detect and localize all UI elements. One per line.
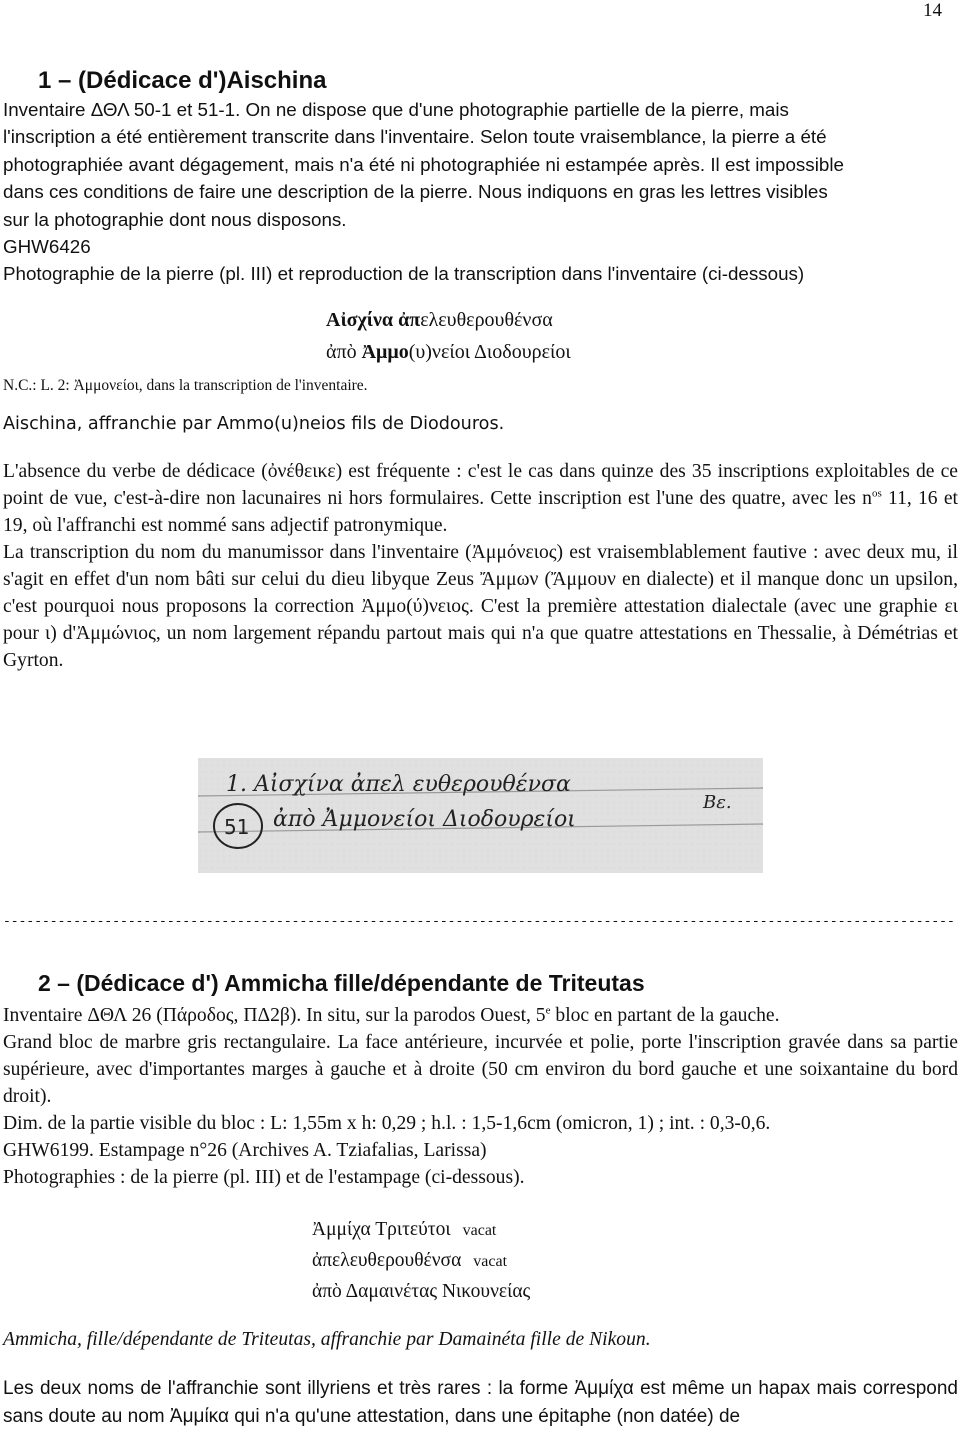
inscription-line-1 xyxy=(312,1215,958,1246)
ghw-reference: GHW6199. Estampage n°26 (Archives A. Tziafalias, Larissa) xyxy=(3,1140,487,1161)
intro-line: photographiée avant dégagement, mais n'a été ni photographiée ni estampée après. Il est impossible xyxy=(3,153,844,175)
section-2-title: 2 – (Dédicace d') Ammicha fille/dépendante de Triteutas xyxy=(38,970,645,996)
greek-inscription-2 xyxy=(312,1215,958,1307)
inscription-text: ἀπὸ xyxy=(326,340,362,363)
section-2 xyxy=(3,968,958,1431)
photos-caption: Photographies : de la pierre (pl. III) et de l'estampage (ci-dessous). xyxy=(3,1167,525,1188)
section-1-intro xyxy=(3,96,958,288)
inscription-text: Ἀμμίχα Τριτεύτοι xyxy=(312,1219,451,1240)
greek-inscription xyxy=(326,304,958,368)
bold-letters: Ἀμμο xyxy=(361,340,409,363)
page-number: 14 xyxy=(923,0,942,21)
handwritten-line-1: 1. Αἰσχίνα ἀπελ ευθερουθένσα xyxy=(226,772,571,797)
intro-line: sur la photographie dont nous disposons. xyxy=(3,208,347,230)
margin-mark: Βε. xyxy=(703,792,732,813)
inventory-photo xyxy=(198,758,763,873)
commentary-paragraph xyxy=(3,458,958,539)
inscription-text: (υ)νείοι Διοδουρείοι xyxy=(408,340,571,363)
handwritten-line-2: ἀπὸ Ἀμμονείοι Διοδουρείοι xyxy=(273,807,576,832)
commentary-text: 11, 16 et 19, où l'affranchi est nommé sans adjectif patronymique. xyxy=(3,487,958,536)
translation-text: Ammicha, fille/dépendante de Triteutas, affranchie par Damainéta fille de Nikoun. xyxy=(3,1329,651,1350)
section-1 xyxy=(3,66,958,674)
vacat-mark: vacat xyxy=(462,1222,497,1239)
inscription-text: ελευθερουθένσα xyxy=(420,308,553,331)
inscription-line-3: ἀπὸ Δαμαινέτας Νικουνείας xyxy=(312,1281,531,1302)
commentary-text: L'absence du verbe de dédicace (ὀνέθεικε) est fréquente : c'est le cas dans quinze des 35 inscriptions exploitables de ce point de vue, c'est-à-dire non lacunaires ni hors formulaires. Cette inscription est l'une des quatre, avec les n xyxy=(3,460,958,509)
commentary-paragraph: La transcription du nom du manumissor dans l'inventaire (Ἀμμόνειος) est vraisemblablement fautive : avec deux mu, il s'agit en effet d'un nom bâti sur celui du dieu libyque Zeus Ἄμμων (Ἄμμουν en dialecte) et il manque donc un upsilon, c'est pourquoi nous proposons la correction Ἀμμο(ύ)νειος. C'est la première attestation dialectale (avec une graphie ει pour ι) d'Ἀμμώνιος, un nom largement répandu partout mais qui n'a que quatre attestations en Thessalie, à Démétrias et Gyrton. xyxy=(3,541,958,671)
inscription-line-2 xyxy=(326,336,958,368)
section-separator: -------------------------------------------------------------------------------------------------------------------------- xyxy=(3,914,955,929)
intro-line: Inventaire ΔΘΛ 50-1 et 51-1. On ne dispose que d'une photographie partielle de la pierre, mais xyxy=(3,99,789,120)
handwritten-inventory-image xyxy=(198,758,763,873)
critical-note: N.C.: L. 2: Ἀμμονείοι, dans la transcription de l'inventaire. xyxy=(3,376,368,394)
superscript: os xyxy=(871,487,882,500)
inventory-text: bloc en partant de la gauche. xyxy=(550,1005,780,1026)
ghw-reference: GHW6426 xyxy=(3,236,91,258)
stone-description: Grand bloc de marbre gris rectangulaire. La face antérieure, incurvée et polie, porte l'inscription gravée dans sa partie supérieure, avec d'importantes marges à gauche et à droite (50 cm environ du bord gauche et une soixantaine du bord droit). xyxy=(3,1032,958,1107)
bold-letters: ἀπ xyxy=(398,308,421,331)
inscription-text: ἀπελευθερουθένσα xyxy=(312,1250,462,1271)
translation: Aischina, affranchie par Ammo(u)neios fils de Diodouros. xyxy=(3,413,505,434)
bold-letters: Αἰσχίνα xyxy=(326,308,394,331)
inscription-line-1 xyxy=(326,304,958,336)
inventory-line xyxy=(3,1002,958,1029)
translation-2 xyxy=(3,1329,958,1351)
photo-caption: Photographie de la pierre (pl. III) et reproduction de la transcription dans l'inventaire (ci-dessous) xyxy=(3,263,805,285)
inventory-text: Inventaire ΔΘΛ 26 (Πάροδος, ΠΔ2β). In situ, sur la parodos Ouest, 5 xyxy=(3,1005,546,1026)
inscription-line-2 xyxy=(312,1246,958,1277)
dimensions: Dim. de la partie visible du bloc : L: 1,55m x h: 0,29 ; h.l. : 1,5-1,6cm (omicron, 1) ; int. : 0,3-0,6. xyxy=(3,1113,771,1134)
commentary xyxy=(3,458,958,674)
circled-number: 51 xyxy=(224,815,250,839)
superscript: e xyxy=(545,1004,551,1017)
vacat-mark: vacat xyxy=(473,1253,508,1270)
intro-line: dans ces conditions de faire une description de la pierre. Nous indiquons en gras les lettres visibles xyxy=(3,181,828,203)
section-1-title: 1 – (Dédicace d')Aischina xyxy=(38,67,327,94)
intro-line: l'inscription a été entièrement transcrite dans l'inventaire. Selon toute vraisemblance, la pierre a été xyxy=(3,126,827,148)
final-paragraph: Les deux noms de l'affranchie sont illyriens et très rares : la forme Ἀμμίχα est même un hapax mais correspond sans doute au nom Ἀμμίκα qui n'a qu'une attestation, dans une épitaphe (non datée) de xyxy=(3,1378,958,1427)
